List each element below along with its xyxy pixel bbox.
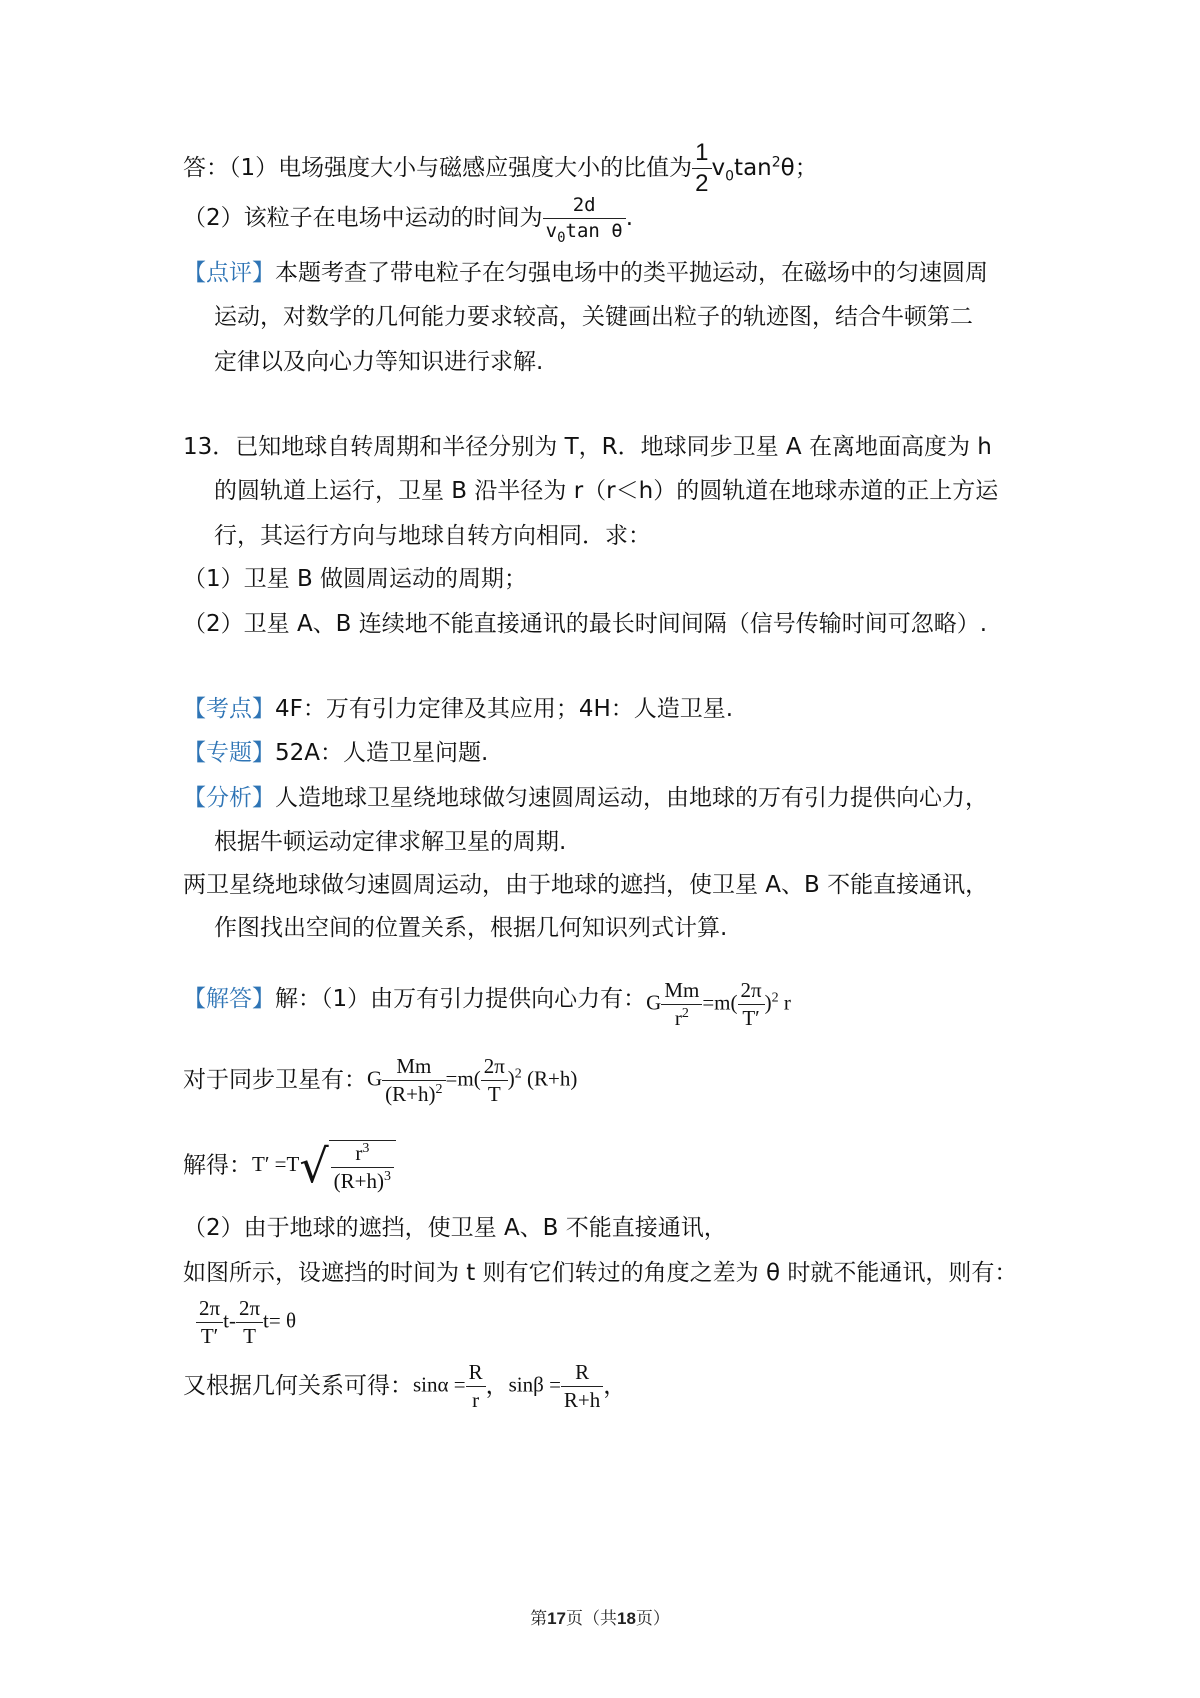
answer-prefix: 答：（1）电场强度大小与磁感应强度大小的比值为 <box>183 155 693 181</box>
fenxi-line-4: 作图找出空间的位置关系，根据几何知识列式计算. <box>214 915 728 941</box>
review-tag: 【点评】 <box>183 260 275 286</box>
question-line-3: 行，其运行方向与地球自转方向相同．求： <box>214 523 651 549</box>
question-line-1: 13．已知地球自转周期和半径分别为 T，R．地球同步卫星 A 在离地面高度为 h <box>183 434 992 460</box>
review-text-1: 本题考查了带电粒子在匀强电场中的类平抛运动，在磁场中的匀速圆周 <box>275 260 988 286</box>
page-footer: 第17页（共18页） <box>530 1609 670 1628</box>
half-fraction: $\frac{1}{2}$ <box>692 141 711 196</box>
answer-line-1 <box>183 141 1050 196</box>
jieda-p2-line: （2）由于地球的遮挡，使卫星 A、B 不能直接通讯， <box>183 1215 727 1241</box>
sync-label: 对于同步卫星有： <box>183 1067 367 1093</box>
jieda-tag: 【解答】 <box>183 986 275 1012</box>
answer-p2-prefix: （2）该粒子在电场中运动的时间为 <box>183 205 543 231</box>
time-fraction: $\frac{2d}{v_0\tan \theta}$ <box>543 196 626 241</box>
geo-label: 又根据几何关系可得： <box>183 1373 413 1399</box>
jieda-line-3 <box>183 1140 1050 1210</box>
equation-4: $\frac{2\pi}{T'}$ t- $\frac{2\pi}{T}$ t= θ <box>196 1298 296 1347</box>
page-number: 17 <box>547 1609 566 1628</box>
zhuanti-tag: 【专题】 <box>183 740 275 766</box>
sin-alpha: sinα = $\frac{R}{r}$ <box>413 1362 486 1411</box>
solve-label: 解得： <box>183 1152 252 1179</box>
sqrt-icon: √ $\frac{r^3}{(R+h)^3}$ <box>299 1140 396 1192</box>
kaodian-line <box>183 693 1050 725</box>
fenxi-text-1: 人造地球卫星绕地球做匀速圆周运动，由地球的万有引力提供向心力， <box>275 785 988 811</box>
end-mark: ， <box>603 1373 627 1399</box>
separator: ， <box>485 1373 509 1399</box>
fenxi-line-2: 根据牛顿运动定律求解卫星的周期. <box>214 829 567 855</box>
equation-3: T′ =T√ $\frac{r^3}{(R+h)^3}$ <box>252 1140 396 1192</box>
review-line-1 <box>183 257 1050 289</box>
answer-p2-suffix: . <box>625 205 634 231</box>
jieda-line-1 <box>183 970 1050 1040</box>
sin-beta: sinβ = $\frac{R}{R+h}$ <box>509 1362 604 1411</box>
fenxi-tag: 【分析】 <box>183 785 275 811</box>
review-line-3: 定律以及向心力等知识进行求解. <box>214 349 544 375</box>
zhuanti-line <box>183 737 1050 769</box>
equation-1: G $\frac{Mm}{r^2}$ =m( $\frac{2\pi}{T'}$ )$^2$ r <box>646 978 791 1030</box>
kaodian-text: 4F：万有引力定律及其应用；4H：人造卫星. <box>275 696 734 722</box>
question-sub-1: （1）卫星 B 做圆周运动的周期； <box>183 566 528 592</box>
kaodian-tag: 【考点】 <box>183 696 275 722</box>
answer-line-2 <box>183 194 1050 246</box>
fenxi-line-3: 两卫星绕地球做匀速圆周运动，由于地球的遮挡，使卫星 A、B 不能直接通讯， <box>183 872 989 898</box>
question-line-2: 的圆轨道上运行，卫星 B 沿半径为 r（r＜h）的圆轨道在地球赤道的正上方运 <box>214 478 999 504</box>
fenxi-line-1 <box>183 782 1050 814</box>
geometry-line <box>183 1362 1050 1426</box>
total-pages: 18 <box>617 1609 636 1628</box>
jieda-text: 解：（1）由万有引力提供向心力有： <box>275 986 647 1012</box>
question-sub-2: （2）卫星 A、B 连续地不能直接通讯的最长时间间隔（信号传输时间可忽略）. <box>183 611 988 637</box>
review-line-2: 运动，对数学的几何能力要求较高，关键画出粒子的轨迹图，结合牛顿第二 <box>214 304 973 330</box>
equation-4-line <box>196 1298 1050 1358</box>
answer-tail: $v_0\tan^2\theta$； <box>711 154 818 185</box>
jieda-fig-line: 如图所示，设遮挡的时间为 t 则有它们转过的角度之差为 θ 时就不能通讯，则有： <box>183 1260 1018 1286</box>
zhuanti-text: 52A：人造卫星问题. <box>275 740 489 766</box>
equation-2: G $\frac{Mm}{(R+h)^2}$ =m( $\frac{2\pi}{T}$ )$^2$ (R+h) <box>367 1054 578 1106</box>
jieda-line-2 <box>183 1056 1050 1126</box>
